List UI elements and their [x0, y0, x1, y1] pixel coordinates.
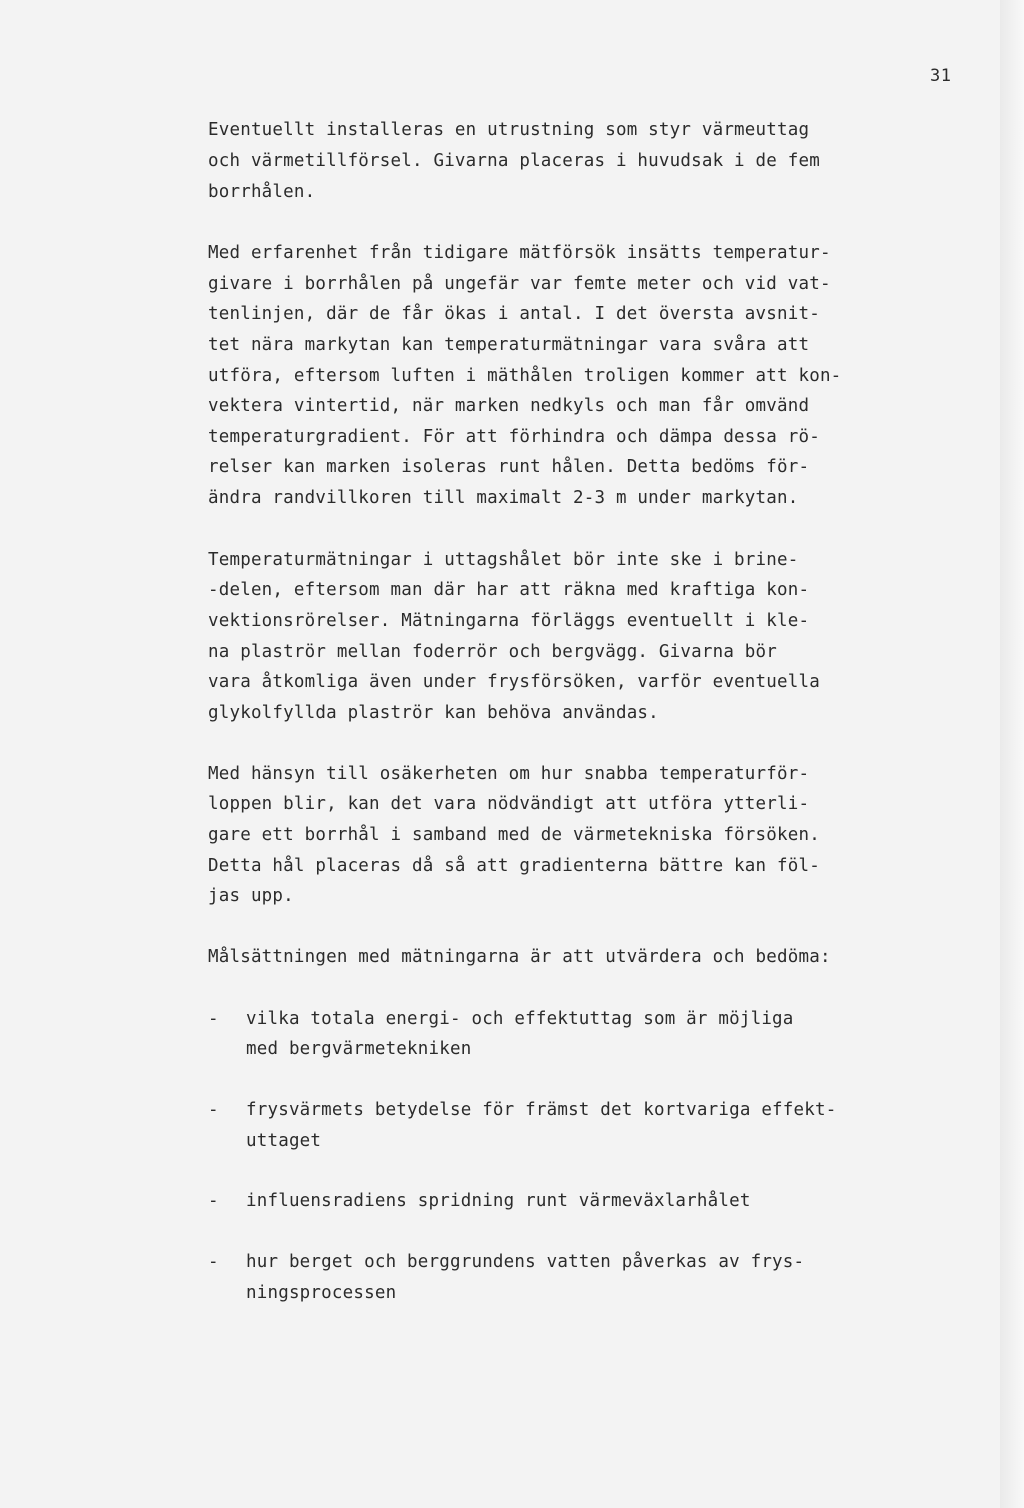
paragraph-line: Med erfarenhet från tidigare mätförsök insätts temperatur-	[208, 243, 831, 263]
list-item-line: ningsprocessen	[246, 1283, 397, 1303]
bullet-dash: -	[208, 1191, 219, 1211]
paragraph-line: borrhålen.	[208, 182, 316, 202]
bullet-dash: -	[208, 1100, 219, 1120]
page-edge-shadow	[1000, 0, 1024, 1508]
paragraph-line: tet nära markytan kan temperaturmätningar vara svåra att	[208, 335, 810, 355]
bullet-dash: -	[208, 1252, 219, 1272]
paragraph-line: glykolfyllda plaströr kan behöva användas.	[208, 703, 659, 723]
paragraph-line: vektera vintertid, när marken nedkyls och man får omvänd	[208, 396, 810, 416]
paragraph-line: jas upp.	[208, 886, 294, 906]
paragraph-line: vara åtkomliga även under frysförsöken, varför eventuella	[208, 672, 820, 692]
list-item-line: frysvärmets betydelse för främst det kortvariga effekt-	[246, 1100, 837, 1120]
paragraph-line: na plaströr mellan foderrör och bergvägg. Givarna bör	[208, 642, 778, 662]
paragraph-line: Detta hål placeras då så att gradienterna bättre kan föl-	[208, 856, 820, 876]
paragraph-line: loppen blir, kan det vara nödvändigt att utföra ytterli-	[208, 794, 810, 814]
paragraph-line: vektionsrörelser. Mätningarna förläggs eventuellt i kle-	[208, 611, 810, 631]
list-item-line: uttaget	[246, 1131, 322, 1151]
page-number: 31	[930, 66, 952, 86]
paragraph-line: -delen, eftersom man där har att räkna med kraftiga kon-	[208, 580, 810, 600]
paragraph-line: relser kan marken isoleras runt hålen. Detta bedöms för-	[208, 457, 810, 477]
paragraph-line: Med hänsyn till osäkerheten om hur snabba temperaturför-	[208, 764, 810, 784]
paragraph-line: ändra randvillkoren till maximalt 2-3 m under markytan.	[208, 488, 799, 508]
list-item-line: hur berget och berggrundens vatten påverkas av frys-	[246, 1252, 805, 1272]
paragraph-line: temperaturgradient. För att förhindra och dämpa dessa rö-	[208, 427, 820, 447]
paragraph-line: givare i borrhålen på ungefär var femte meter och vid vat-	[208, 274, 831, 294]
paragraph-line: Målsättningen med mätningarna är att utvärdera och bedöma:	[208, 947, 831, 967]
paragraph-line: utföra, eftersom luften i mäthålen troligen kommer att kon-	[208, 366, 842, 386]
paragraph-line: Eventuellt installeras en utrustning som styr värmeuttag	[208, 120, 810, 140]
paragraph-line: tenlinjen, där de får ökas i antal. I det översta avsnit-	[208, 304, 820, 324]
paragraph-line: gare ett borrhål i samband med de värmetekniska försöken.	[208, 825, 820, 845]
paragraph-line: Temperaturmätningar i uttagshålet bör inte ske i brine-	[208, 550, 799, 570]
list-item-line: influensradiens spridning runt värmeväxlarhålet	[246, 1191, 751, 1211]
list-item-line: vilka totala energi- och effektuttag som är möjliga	[246, 1009, 794, 1029]
bullet-dash: -	[208, 1009, 219, 1029]
list-item-line: med bergvärmetekniken	[246, 1039, 472, 1059]
paragraph-line: och värmetillförsel. Givarna placeras i huvudsak i de fem	[208, 151, 820, 171]
